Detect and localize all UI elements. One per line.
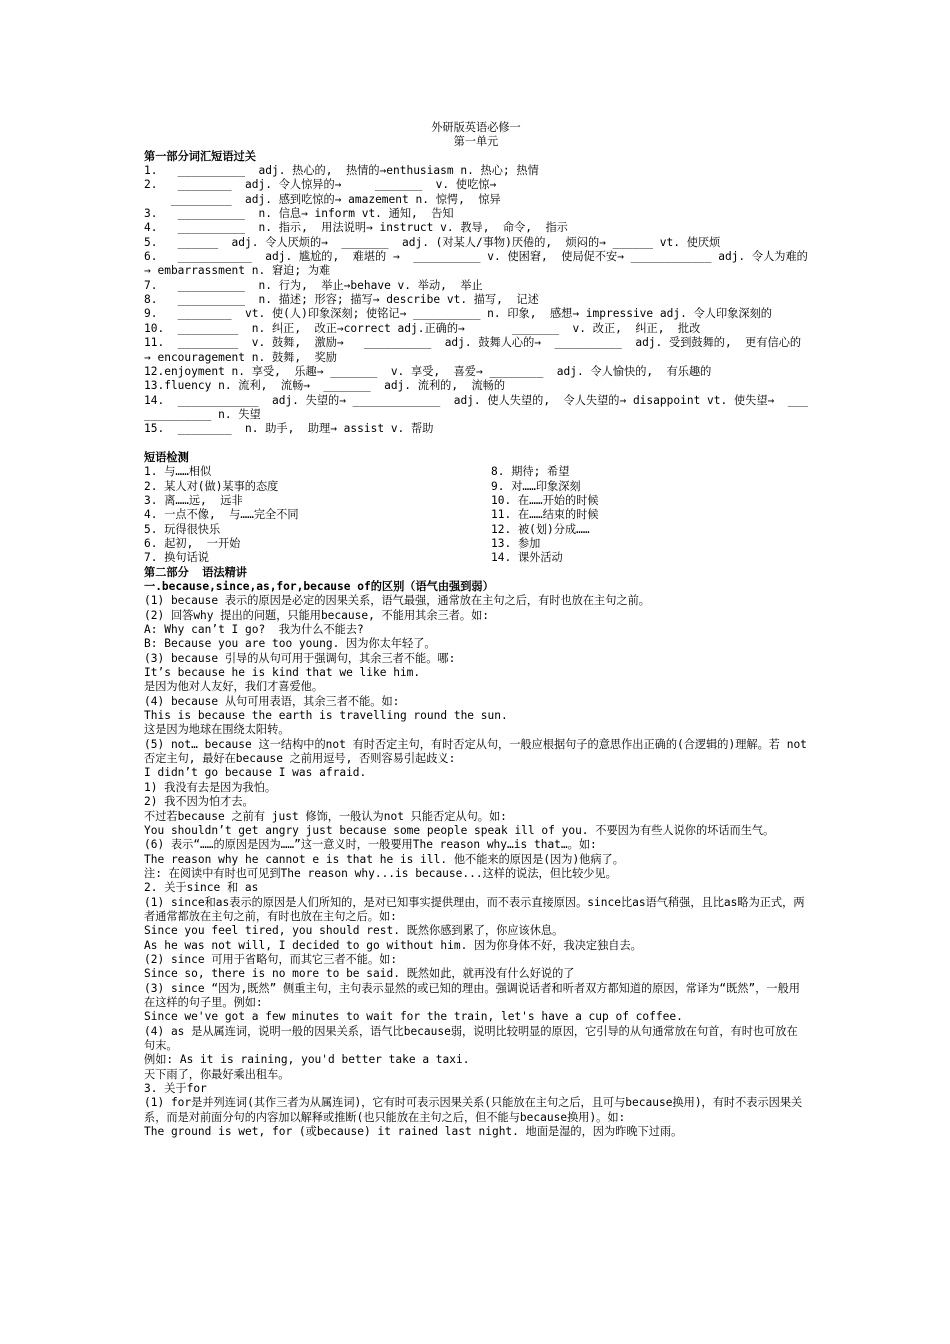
vocab-line: 2. ________ adj. 令人惊异的→ _______ v. 使吃惊→ (144, 178, 497, 192)
grammar-line: 注: 在阅读中有时也可见到The reason why...is because...这样的说法，但比较少见。 (144, 866, 617, 880)
grammar-line: Since so, there is no more to be said. 既然如此，就再没有什么好说的了 (144, 967, 575, 981)
phrases-heading: 短语检测 (144, 450, 189, 464)
grammar-line: You shouldn’t get angry just because some people speak ill of you. 不要因为有些人说你的坏话而生气。 (144, 823, 775, 837)
vocab-line: 1. __________ adj. 热心的, 热情的→enthusiasm n. 热心; 热情 (144, 164, 539, 178)
vocab-line: 4. __________ n. 指示, 用法说明→ instruct v. 教导, 命令, 指示 (144, 221, 568, 235)
grammar-line: (1) since和as表示的原因是人们所知的，是对已知事实提供理由，而不表示直接原因。since比as语气稍强，且比as略为正式，两者通常都放在主句之前，有时也放在主句之后。如: (144, 895, 805, 923)
spacer (144, 437, 808, 451)
vocab-line: 10. _________ n. 纠正, 改正→correct adj.正确的→ _______ v. 改正, 纠正, 批改 (144, 321, 701, 335)
phrase-item: 4. 一点不像, 与……完全不同 (144, 508, 299, 522)
grammar-line: (2) 回答why 提出的问题，只能用because, 不能用其余三者。如: (144, 608, 489, 622)
grammar-line: 这是因为地球在围绕太阳转。 (144, 723, 290, 737)
vocab-line: 11. _________ v. 鼓舞, 激励→ __________ adj. 鼓舞人心的→ __________ adj. 受到鼓舞的, 更有信心的 → encouragement n. 鼓舞, 奖励 (144, 336, 808, 364)
grammar-line: (4) as 是从属连词，说明一般的因果关系，语气比because弱，说明比较明显的原因，它引导的从句通常放在句首，有时也可放在句末。 (144, 1024, 798, 1052)
grammar-line: Since you feel tired, you should rest. 既然你感到累了，你应该休息。 (144, 924, 564, 938)
part1-heading: 第一部分词汇短语过关 (144, 149, 256, 163)
grammar-section-heading: 一.because,since,as,for,because of的区别（语气由强到弱） (144, 580, 494, 593)
phrase-item: 14. 课外活动 (491, 551, 563, 565)
grammar-line: 2. 关于since 和 as (144, 881, 259, 895)
vocab-line: 3. __________ n. 信息→ inform vt. 通知, 告知 (144, 207, 454, 221)
vocab-list (144, 164, 815, 437)
phrase-item: 5. 玩得很快乐 (144, 522, 221, 536)
grammar-line: (5) not… because 这一结构中的not 有时否定主句，有时否定从句，一般应根据句子的意思作出正确的(合逻辑的)理解。若 not 否定主句, 最好在because 之前用逗号, 否则容易引起歧义: (144, 737, 814, 766)
phrase-column-right (491, 465, 808, 565)
grammar-line: 不过若because 之前有 just 修饰，一般认为not 只能否定从句。如: (144, 809, 507, 823)
grammar-line: Since we've got a few minutes to wait for the train, let's have a cup of coffee. (144, 1010, 683, 1024)
grammar-line: I didn’t go because I was afraid. (144, 766, 367, 780)
phrase-item: 9. 对……印象深刻 (491, 479, 581, 493)
phrase-column-left (144, 465, 491, 565)
grammar-line: The reason why he cannot e is that he is ill. 他不能来的原因是(因为)他病了。 (144, 852, 624, 866)
grammar-line: 3. 关于for (144, 1082, 207, 1096)
vocab-line: 14. ____________ adj. 失望的→ _____________ adj. 使人失望的, 令人失望的→ disappoint vt. 使失望→ _____________ n. 失望 (144, 393, 808, 421)
grammar-line: A: Why can’t I go? 我为什么不能去? (144, 623, 364, 637)
grammar-line: (2) since 可用于省略句，而其它三者不能。如: (144, 952, 398, 966)
vocab-line: _________ adj. 感到吃惊的→ amazement n. 惊愕, 惊异 (144, 192, 501, 206)
vocab-line: 5. ______ adj. 令人厌烦的→ _______ adj. (对某人/事物)厌倦的, 烦闷的→ ______ vt. 使厌烦 (144, 235, 721, 249)
vocab-line: 13.fluency n. 流利, 流畅→ _______ adj. 流利的, 流畅的 (144, 379, 506, 393)
phrase-item: 1. 与……相似 (144, 465, 212, 479)
grammar-line: (3) because 引导的从句可用于强调句，其余三者不能。哪: (144, 651, 456, 665)
grammar-line: (1) for是并列连词(其作三者为从属连词)，它有时可表示因果关系(只能放在主句之后，且可与because换用)，有时不表示因果关系，而是对前面分句的内容加以解释或推断(也只能放在主句之后，但不能与because换用)。如: (144, 1096, 803, 1124)
vocab-line: 9. ________ vt. 使(人)印象深刻; 使铭记→ __________ n. 印象, 感想→ impressive adj. 令人印象深刻的 (144, 307, 772, 321)
phrase-item: 3. 离……远, 远非 (144, 493, 243, 507)
vocab-line: 12.enjoyment n. 享受, 乐趣→ _______ v. 享受, 喜爱→ ________ adj. 令人愉快的, 有乐趣的 (144, 364, 712, 378)
grammar-line: It’s because he is kind that we like him. (144, 666, 421, 680)
phrase-item: 13. 参加 (491, 536, 541, 550)
phrase-item: 2. 某人对(做)某事的态度 (144, 479, 279, 493)
grammar-line: 是因为他对人友好，我们才喜爱他。 (144, 680, 324, 694)
grammar-line: 1) 我没有去是因为我怕。 (144, 780, 277, 794)
part2-heading: 第二部分 语法精讲 (144, 565, 247, 579)
grammar-line: 例如: As it is raining, you'd better take a taxi. (144, 1053, 470, 1067)
document-page (144, 121, 815, 1139)
grammar-line: B: Because you are too young. 因为你太年轻了。 (144, 637, 436, 651)
vocab-line: 8. __________ n. 描述; 形容; 描写→ describe vt. 描写, 记述 (144, 293, 539, 307)
grammar-line: 2) 我不因为怕才去。 (144, 795, 254, 809)
grammar-line: (3) since “因为,既然” 侧重主句，主句表示显然的或已知的理由。强调说话者和听者双方都知道的原因，常译为“既然”，一般用在这样的句子里。例如: (144, 981, 800, 1009)
phrase-item: 6. 起初, 一开始 (144, 536, 241, 550)
vocab-line: 7. __________ n. 行为, 举止→behave v. 举动, 举止 (144, 278, 483, 292)
phrase-item: 12. 被(划)分成…… (491, 522, 590, 536)
grammar-line: 天下雨了，你最好乘出租车。 (144, 1067, 290, 1081)
phrase-item: 11. 在……结束的时候 (491, 508, 599, 522)
grammar-line: (1) because 表示的原因是必定的因果关系，语气最强，通常放在主句之后，有时也放在主句之前。 (144, 594, 650, 608)
grammar-body (144, 594, 814, 1139)
document-subtitle: 第一单元 (453, 135, 499, 149)
vocab-line: 6. ___________ adj. 尴尬的, 难堪的 → __________ v. 使困窘, 使局促不安→ ____________ adj. 令人为难的 → embarrassment n. 窘迫; 为难 (144, 250, 815, 278)
grammar-line: (4) because 从句可用表语，其余三者不能。如: (144, 694, 400, 708)
phrase-list (144, 465, 808, 565)
grammar-line: As he was not will, I decided to go without him. 因为你身体不好，我决定独自去。 (144, 938, 642, 952)
phrase-item: 8. 期待; 希望 (491, 465, 570, 479)
document-title: 外研版英语必修一 (431, 121, 521, 134)
phrase-item: 7. 换句话说 (144, 551, 209, 565)
phrase-item: 10. 在……开始的时候 (491, 493, 599, 507)
grammar-line: This is because the earth is travelling round the sun. (144, 709, 508, 723)
grammar-line: The ground is wet, for (或because) it rained last night. 地面是湿的，因为昨晚下过雨。 (144, 1125, 683, 1139)
vocab-line: 15. ________ n. 助手, 助理→ assist v. 帮助 (144, 422, 434, 436)
grammar-line: (6) 表示“……的原因是因为……”这一意义时，一般要用The reason why…is that…。如: (144, 838, 597, 852)
